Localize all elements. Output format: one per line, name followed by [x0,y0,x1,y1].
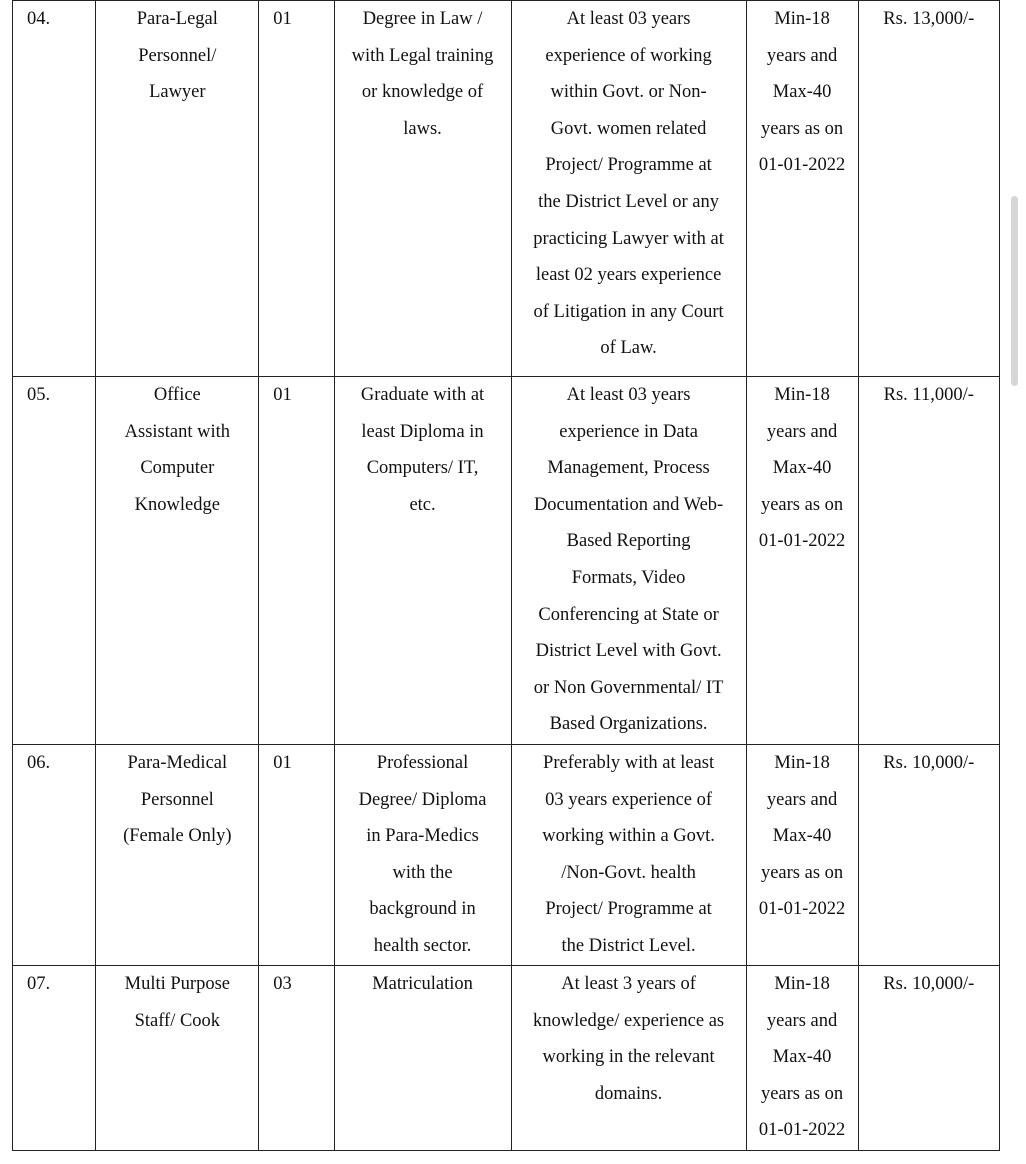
qualification-line: Matriculation [372,974,473,994]
experience-cell [511,377,746,745]
qualification-line: or knowledge of [361,82,484,103]
salary-cell [858,966,999,1151]
age-limit-line: Max-40 [772,458,832,479]
experience-line: the District Level or any [538,191,719,212]
post-name-cell [96,745,259,966]
age-limit-line: Max-40 [772,1047,832,1068]
experience-line: Documentation and Web- [533,494,724,515]
experience-line: of Law. [600,338,657,359]
age-limit-line: Min-18 [774,385,830,405]
experience-line: experience in Data [559,421,698,442]
age-limit-line: 01-01-2022 [758,531,846,552]
experience-line: Preferably with at least [543,753,715,773]
salary-cell [858,377,999,745]
experience-line: Management, Process [547,458,710,479]
qualification-line: in Para-Medics [366,826,479,847]
table-row [13,1,1000,377]
age-limit-cell [746,745,858,966]
salary: Rs. 10,000/- [883,753,975,773]
qualification-line: Degree/ Diploma [358,789,487,810]
experience-line: Project/ Programme at [545,899,712,920]
experience-line: knowledge/ experience as [533,1010,725,1031]
serial-number: 05. [27,385,51,405]
qualification-line: Graduate with at [360,385,485,405]
age-limit-line: years and [766,1010,838,1031]
qualification-line: Degree in Law / [362,9,483,29]
post-name-line: (Female Only) [123,826,232,847]
qualification-line: background in [369,899,476,920]
age-limit-cell [746,377,858,745]
post-name-cell [96,1,259,377]
serial-number-cell [13,745,96,966]
vacancy-table [12,0,1000,1151]
age-limit-line: Min-18 [774,974,830,994]
salary: Rs. 11,000/- [883,385,974,405]
experience-line: At least 3 years of [561,974,696,994]
experience-line: or Non Governmental/ IT [533,677,724,698]
table-row [13,377,1000,745]
serial-number-cell [13,966,96,1151]
age-limit-line: Max-40 [772,826,832,847]
experience-line: Based Reporting [566,531,691,552]
table-row [13,966,1000,1151]
serial-number-cell [13,1,96,377]
post-name-line: Office [153,385,201,405]
experience-line: At least 03 years [566,385,691,405]
qualification-cell [334,966,511,1151]
experience-line: within Govt. or Non- [550,82,707,103]
serial-number: 07. [27,974,51,994]
experience-line: 03 years experience of [545,789,713,810]
qualification-line: least Diploma in [361,421,484,442]
post-name-line: Para-Medical [127,753,228,773]
number-of-posts-cell [259,745,334,966]
post-name-line: Personnel/ [138,45,217,66]
number-of-posts-cell [259,1,334,377]
salary: Rs. 10,000/- [883,974,975,994]
post-name-cell [96,966,259,1151]
qualification-line: with Legal training [351,45,494,66]
qualification-line: health sector. [373,935,472,956]
age-limit-line: 01-01-2022 [758,1120,846,1141]
qualification-cell [334,377,511,745]
experience-line: Project/ Programme at [545,155,712,176]
serial-number: 04. [27,9,51,29]
post-name-line: Knowledge [134,494,220,515]
age-limit-line: years as on [760,1083,844,1104]
qualification-line: Professional [376,753,469,773]
age-limit-cell [746,1,858,377]
number-of-posts: 03 [273,974,292,994]
experience-line: least 02 years experience [535,265,722,286]
age-limit-line: years and [766,421,838,442]
qualification-line: Computers/ IT, [366,458,479,479]
post-name-line: Para-Legal [136,9,218,29]
number-of-posts-cell [259,966,334,1151]
experience-line: working in the relevant [542,1047,715,1068]
serial-number: 06. [27,753,51,773]
experience-line: At least 03 years [566,9,691,29]
number-of-posts: 01 [273,9,292,29]
post-name-line: Personnel [140,789,214,810]
qualification-line: etc. [409,494,436,515]
age-limit-line: years and [766,45,838,66]
table-row [13,745,1000,966]
number-of-posts-cell [259,377,334,745]
experience-line: of Litigation in any Court [533,301,724,322]
experience-cell [511,745,746,966]
number-of-posts: 01 [273,753,292,773]
qualification-line: laws. [403,118,442,139]
experience-line: practicing Lawyer with at [533,228,724,249]
age-limit-line: years as on [760,118,844,139]
post-name-line: Assistant with [124,421,230,442]
experience-line: Govt. women related [550,118,707,139]
age-limit-line: years and [766,789,838,810]
serial-number-cell [13,377,96,745]
salary: Rs. 13,000/- [883,9,975,29]
post-name-line: Multi Purpose [124,974,230,994]
age-limit-cell [746,966,858,1151]
experience-line: experience of working [545,45,712,66]
experience-line: Based Organizations. [549,714,708,735]
experience-line: Formats, Video [571,567,686,588]
age-limit-line: 01-01-2022 [758,899,846,920]
experience-cell [511,1,746,377]
experience-line: District Level with Govt. [535,641,722,662]
post-name-line: Staff/ Cook [134,1010,221,1031]
experience-line: working within a Govt. [542,826,715,847]
experience-line: /Non-Govt. health [561,862,696,883]
qualification-cell [334,1,511,377]
age-limit-line: 01-01-2022 [758,155,846,176]
age-limit-line: years as on [760,862,844,883]
age-limit-line: years as on [760,494,844,515]
experience-line: Conferencing at State or [538,604,719,625]
experience-line: domains. [594,1083,663,1104]
experience-line: the District Level. [561,935,696,956]
post-name-cell [96,377,259,745]
experience-cell [511,966,746,1151]
post-name-line: Computer [140,458,215,479]
age-limit-line: Max-40 [772,82,832,103]
vertical-scrollbar[interactable] [1011,196,1018,386]
post-name-line: Lawyer [149,82,206,103]
age-limit-line: Min-18 [774,753,830,773]
age-limit-line: Min-18 [774,9,830,29]
number-of-posts: 01 [273,385,292,405]
salary-cell [858,745,999,966]
salary-cell [858,1,999,377]
qualification-cell [334,745,511,966]
qualification-line: with the [392,862,453,883]
